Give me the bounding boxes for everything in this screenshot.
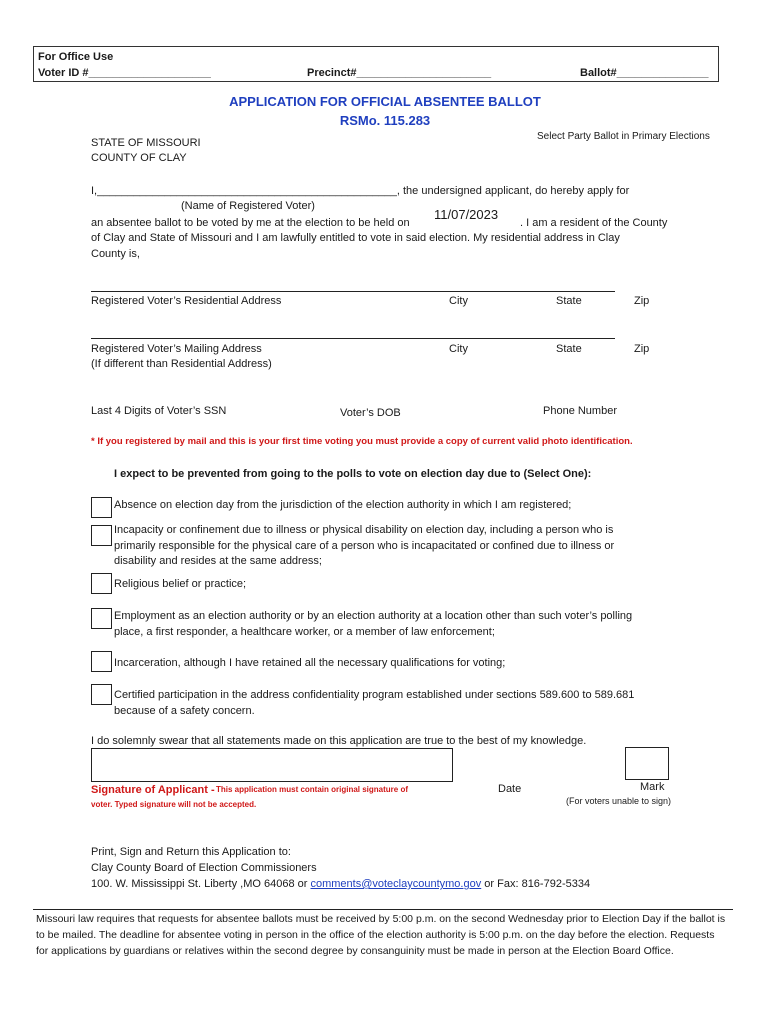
- return-street: 100. W. Mississippi St. Liberty ,MO 64068 or: [91, 878, 311, 890]
- residential-address-line[interactable]: [91, 291, 615, 292]
- mark-label: Mark: [640, 781, 665, 793]
- return-email-link[interactable]: comments@voteclaycountymo.gov: [310, 878, 482, 890]
- name-caption: (Name of Registered Voter): [181, 200, 315, 212]
- return-fax: or Fax: 816-792-5334: [481, 878, 591, 890]
- oath-statement: I do solemnly swear that all statements made on this application are true to the best of my knowledge.: [91, 735, 587, 747]
- phone-label: Phone Number: [543, 405, 617, 417]
- election-sentence-end: . I am a resident of the County: [520, 217, 668, 229]
- reason-checkbox-incarceration[interactable]: [91, 651, 112, 672]
- mailing-address-note: (If different than Residential Address): [91, 358, 272, 370]
- reason-employment: Employment as an election authority or by an election authority at a location other than such voter’s polling place, a first responder, a healthcare worker, or a member of law enforcement;: [114, 610, 633, 638]
- election-sentence-start: an absentee ballot to be voted by me at the election to be held on: [91, 217, 410, 229]
- reason-incapacity: Incapacity or confinement due to illness or physical disability on election day, including a person who is primarily responsible for the physical care of a person who is incapacitated or confined due to illness or disability and resides at the same address;: [114, 524, 615, 567]
- signature-field[interactable]: [91, 748, 453, 782]
- page-title: APPLICATION FOR OFFICIAL ABSENTEE BALLOT: [229, 94, 541, 109]
- reason-incarceration: Incarceration, although I have retained all the necessary qualifications for voting;: [114, 657, 506, 669]
- return-board-name: Clay County Board of Election Commissioners: [91, 862, 317, 874]
- county-label: COUNTY OF CLAY: [91, 152, 187, 164]
- dob-label: Voter’s DOB: [340, 407, 401, 419]
- mailing-city-label: City: [449, 343, 468, 355]
- mark-field[interactable]: [625, 747, 669, 780]
- return-instructions: Print, Sign and Return this Application to:: [91, 846, 291, 858]
- election-date-field[interactable]: 11/07/2023: [434, 207, 499, 222]
- ssn-label: Last 4 Digits of Voter’s SSN: [91, 405, 227, 417]
- mailing-zip-label: Zip: [634, 343, 650, 355]
- reason-checkbox-religious[interactable]: [91, 573, 112, 594]
- footer-legal-notice: Missouri law requires that requests for absentee ballots must be received by 5:00 p.m. on the second Wednesday prior to Election Day if the ballot is to be mailed. The deadline for absentee voting in person in the office of the election authority is 5:00 p.m. on the day before the election. Requests for applications by guardians or relatives within the second degree by consanguinity must be made in person at the Election Board Office.: [36, 913, 726, 957]
- state-label: STATE OF MISSOURI: [91, 137, 201, 149]
- residential-city-label: City: [449, 295, 468, 307]
- statute-reference: RSMo. 115.283: [339, 113, 431, 128]
- reason-checkbox-confidentiality[interactable]: [91, 684, 112, 705]
- date-label: Date: [498, 783, 522, 795]
- residential-address-label: Registered Voter’s Residential Address: [91, 295, 282, 307]
- signature-note-line2: voter. Typed signature will not be accepted.: [91, 800, 257, 809]
- ballot-field[interactable]: Ballot#_______________: [580, 67, 709, 79]
- party-ballot-note: Select Party Ballot in Primary Elections: [537, 131, 710, 142]
- residency-sentence-end: County is,: [91, 248, 140, 260]
- mailing-state-label: State: [556, 343, 582, 355]
- mailing-address-line[interactable]: [91, 338, 615, 339]
- office-use-title: For Office Use: [38, 51, 114, 63]
- reason-checkbox-employment[interactable]: [91, 608, 112, 629]
- photo-id-notice: * If you registered by mail and this is your first time voting you must provide a copy of current valid photo identification.: [91, 436, 633, 447]
- residency-sentence: of Clay and State of Missouri and I am lawfully entitled to vote in said election. My residential address in Clay: [91, 232, 620, 244]
- reason-confidentiality: Certified participation in the address confidentiality program established under sections 589.600 to 589.681 because of a safety concern.: [114, 689, 635, 717]
- reason-religious: Religious belief or practice;: [114, 578, 247, 590]
- reason-absence: Absence on election day from the jurisdiction of the election authority in which I am registered;: [114, 499, 572, 511]
- signature-note-line1: This application must contain original signature of: [216, 785, 409, 794]
- residential-zip-label: Zip: [634, 295, 650, 307]
- mark-note: (For voters unable to sign): [566, 796, 672, 806]
- residential-state-label: State: [556, 295, 582, 307]
- voter-id-field[interactable]: Voter ID #____________________: [38, 67, 211, 79]
- reason-checkbox-incapacity[interactable]: [91, 525, 112, 546]
- reasons-heading: I expect to be prevented from going to the polls to vote on election day due to (Select One):: [114, 468, 592, 480]
- mailing-address-label: Registered Voter’s Mailing Address: [91, 343, 262, 355]
- applicant-name-line[interactable]: I,_________________________________________________, the undersigned applicant, do hereby apply for: [91, 185, 630, 197]
- signature-label: Signature of Applicant -: [91, 784, 215, 796]
- precinct-field[interactable]: Precinct#______________________: [307, 67, 492, 79]
- reason-checkbox-absence[interactable]: [91, 497, 112, 518]
- return-address: [91, 878, 590, 890]
